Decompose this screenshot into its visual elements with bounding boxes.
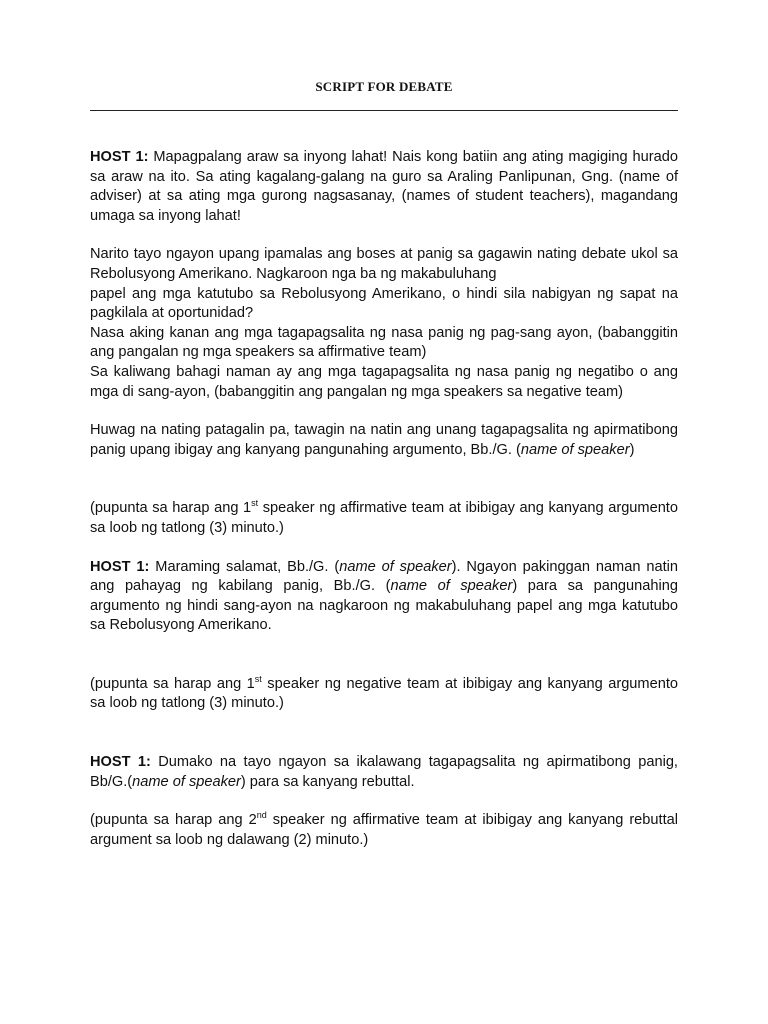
paragraph-introduction — [90, 245, 678, 402]
placeholder-name: name of speaker — [132, 773, 241, 790]
placeholder-name: name of speaker — [339, 558, 452, 575]
paragraph-host-thanks: HOST 1: Maraming salamat, Bb./G. (name of speaker). Ngayon pakinggan naman natin ang pahayag ng kabilang panig, Bb./G. (name of speaker) para sa pangunahing argumento ng hindi sang-ayon na nagkaroon ng makabuluhang papel ang mga katutubo sa Rebolusyong Amerikano. — [90, 558, 678, 634]
ordinal-suffix: nd — [256, 810, 267, 821]
intro-line: Sa kaliwang bahagi naman ay ang mga tagapagsalita ng nasa panig ng negatibo o ang mga di sang-ayon, (babanggitin ang pangalan ng mga speakers sa negative team) — [90, 363, 678, 400]
placeholder-name: name of speaker — [520, 441, 630, 458]
stage-direction: (pupunta sa harap ang 1st speaker ng negative team at ibibigay ang kanyang argumento sa loob ng tatlong (3) minuto.) — [90, 674, 678, 712]
speaker-label: HOST 1: — [90, 149, 149, 165]
paragraph-call-first-speaker: Huwag na nating patagalin pa, tawagin na natin ang unang tagapagsalita ng apirmatibong panig upang ibigay ang kanyang pangunahing argumento, Bb./G. (name of speaker) — [90, 422, 678, 458]
paragraph-text: Mapagpalang araw sa inyong lahat! Nais kong batiin ang ating magiging hurado sa araw na ito. Sa ating kagalang-galang na guro sa Araling Panlipunan, Gng. (name of adviser) at sa ating mga gurong nagsasanay, (names of student teachers), magandang umaga sa inyong lahat! — [90, 149, 678, 224]
speaker-label: HOST 1: — [90, 558, 150, 575]
intro-line: Nasa aking kanan ang mga tagapagsalita ng nasa panig ng pag-sang ayon, (babanggitin ang pangalan ng mga speakers sa affirmative team) — [90, 324, 678, 361]
speaker-label: HOST 1: — [90, 754, 151, 771]
paragraph-host-rebuttal: HOST 1: Dumako na tayo ngayon sa ikalawang tagapagsalita ng apirmatibong panig, Bb/G.(name of speaker) para sa kanyang rebuttal. — [90, 754, 678, 790]
stage-direction: (pupunta sa harap ang 2nd speaker ng affirmative team at ibibigay ang kanyang rebuttal argument sa loob ng dalawang (2) minuto.) — [90, 810, 678, 848]
placeholder-name: name of speaker — [390, 578, 513, 595]
ordinal-suffix: st — [254, 674, 262, 685]
title-underline — [90, 110, 678, 111]
stage-direction: (pupunta sa harap ang 1st speaker ng affirmative team at ibibigay ang kanyang argumento sa loob ng tatlong (3) minuto.) — [90, 498, 678, 536]
ordinal-suffix: st — [251, 498, 259, 509]
intro-line: Narito tayo ngayon upang ipamalas ang boses at panig sa gagawin nating debate ukol sa Rebolusyong Amerikano. Nagkaroon nga ba ng makabuluhang — [90, 246, 678, 282]
intro-line: papel ang mga katutubo sa Rebolusyong Amerikano, o hindi sila nabigyan ng sapat na pagkilala at oportunidad? — [90, 285, 678, 322]
paragraph-host-greeting — [90, 148, 678, 226]
document-title: SCRIPT FOR DEBATE — [315, 79, 453, 94]
document-body — [90, 148, 678, 850]
